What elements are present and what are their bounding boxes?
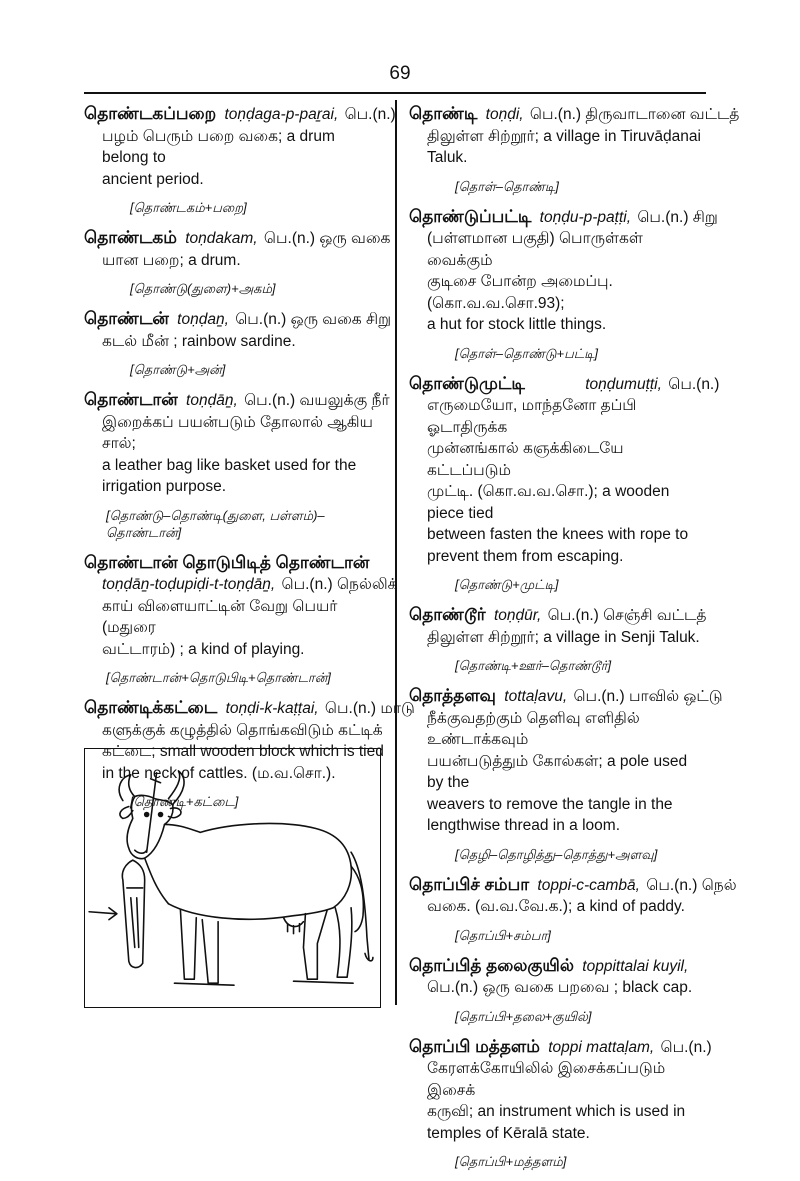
definition-line: in the neck of cattles. (ம.வ.சொ.). [102, 764, 336, 782]
dictionary-entry [409, 103, 740, 169]
transliteration: toṇḍūr, [493, 607, 542, 624]
page-number: 69 [389, 63, 411, 84]
definition-line: prevent them from escaping. [427, 547, 624, 565]
etymology: [தொண்டு+அன்] [130, 362, 226, 377]
definition-line: lengthwise thread in a loom. [427, 817, 621, 834]
definition-line: களுக்குக் கழுத்தில் தொங்கவிடும் கட்டிக் [102, 721, 383, 739]
definition-line: குடிசை போன்ற அமைப்பு. (கொ.வ.வ.சொ.93); [427, 273, 613, 312]
definition-line: (பள்ளமான பகுதி) பொருள்கள் வைக்கும் [427, 230, 643, 269]
definition-line: எருமையோ, மாந்தனோ தப்பி ஓடாதிருக்க [427, 397, 637, 436]
transliteration: toṇḍaṉ, [177, 311, 229, 328]
definition-line: நீக்குவதற்கும் தெளிவு எளிதில் உண்டாக்கவும் [427, 709, 640, 748]
etymology: [தொண்டு–தொண்டி(துளை, பள்ளம்)– [106, 507, 325, 523]
headword: தொண்டான் தொடுபிடித் தொண்டான் [84, 552, 370, 572]
ox-illustration [84, 748, 381, 1008]
etymology: [தெழி–தொழித்து–தொத்து+அளவு] [455, 846, 658, 862]
definition-line: between fasten the knees with rope to [427, 526, 689, 543]
dictionary-entry [84, 552, 398, 661]
dictionary-entry [84, 103, 396, 190]
headword: தொண்டூர் [409, 605, 486, 624]
transliteration: toṇdakam, [185, 230, 258, 247]
transliteration: toppittalai kuyil, [582, 957, 689, 975]
transliteration: toṇḍumuṭṭi, [585, 375, 662, 393]
transliteration: toṇḍāṉ-toḍupiḍi-t-toṇḍāṉ, [102, 576, 276, 593]
definition-line: கருவி; an instrument which is used in [427, 1103, 686, 1120]
grammar-label: பெ.(n.) [668, 375, 720, 393]
definition-line: முட்டி. (கொ.வ.வ.சொ.); a wooden piece tied [427, 483, 670, 522]
definition-line: பயன்படுத்தும் கோல்கள்; a pole used by the [427, 752, 688, 791]
grammar-label: பெ.(n.) [344, 106, 396, 123]
etymology: [தொள்–தொண்டி] [455, 178, 559, 194]
grammar-label: பெ.(n.) நெல் [646, 876, 737, 894]
column-divider [395, 100, 397, 1005]
definition-line: temples of Kēralā state. [427, 1124, 590, 1142]
header-rule [84, 92, 706, 94]
right-column [409, 103, 740, 1181]
grammar-label: பெ.(n.) சிறு [637, 208, 718, 226]
definition-line: திலுள்ள சிற்றூர்; a village in Senji Taluk. [427, 628, 700, 646]
headword: தொண்டகம் [84, 228, 177, 247]
dictionary-entry [84, 308, 392, 352]
dictionary-entry [84, 389, 390, 498]
grammar-label: பெ.(n.) மாடு [324, 700, 415, 717]
dictionary-entry [409, 955, 706, 999]
definition-line: கடல் மீன் ; rainbow sardine. [102, 332, 296, 350]
definition-line: வகை. (வ.வ.வே.க.); a kind of paddy. [427, 898, 685, 915]
definition-line: கேரளக்கோயிலில் இசைக்கப்படும் இசைக் [427, 1060, 666, 1099]
transliteration: toppi mattaḷam, [548, 1038, 655, 1056]
etymology: [தொண்டு(துளை)+அகம்] [130, 281, 276, 296]
dictionary-entry [409, 874, 737, 918]
etymology: [தொண்டகம்+பறை] [130, 200, 247, 215]
headword: தொண்டிக்கட்டை [84, 698, 218, 717]
headword: தொண்டுப்பட்டி [409, 206, 532, 226]
etymology: [தொண்டு+முட்டி] [455, 577, 559, 592]
transliteration: toṇḍi, [485, 106, 524, 123]
left-column [84, 103, 415, 821]
etymology: [தொண்டி+கட்டை] [130, 794, 239, 809]
headword: தொண்டுமுட்டி [409, 373, 525, 393]
definition-line: பழம் பெரும் பறை வகை; a drum belong to [102, 127, 335, 166]
definition-line: a hut for stock little things. [427, 316, 607, 333]
transliteration: toṇḍāṉ, [186, 392, 238, 409]
definition-line: irrigation purpose. [102, 478, 227, 495]
grammar-label: பெ.(n.) ஒரு வகை [263, 230, 391, 247]
transliteration: toṇḍaga-p-paṟai, [224, 106, 339, 123]
ox-with-neck-block-drawing-icon [85, 749, 380, 1007]
definition-line: பெ.(n.) ஒரு வகை பறவை ; black cap. [427, 979, 693, 996]
headword: தொப்பித் தலைகுயில் [409, 955, 574, 975]
definition-line: weavers to remove the tangle in the [427, 795, 673, 813]
headword: தொண்டகப்பறை [84, 104, 217, 123]
grammar-label: பெ.(n.) [660, 1038, 712, 1056]
grammar-label: பெ.(n.) நெல்லிக் [281, 576, 398, 593]
transliteration: toṇḍu-p-paṭṭi, [539, 208, 632, 226]
headword: தொண்டன் [84, 309, 169, 328]
transliteration: toppi-c-cambā, [537, 876, 640, 894]
headword: தொண்டி [409, 104, 478, 123]
etymology: [தொண்டி+ஊர்–தொண்டூர்] [455, 658, 612, 673]
dictionary-entry [409, 604, 706, 648]
grammar-label: பெ.(n.) ஒரு வகை சிறு [235, 311, 392, 328]
dictionary-entry [409, 373, 720, 568]
definition-line: வட்டாரம்) ; a kind of playing. [102, 640, 305, 658]
grammar-label: பெ.(n.) பாவில் ஒட்டு [573, 688, 723, 705]
definition-line: யான பறை; a drum. [102, 251, 241, 269]
definition-line: கட்டை; small wooden block which is tied [102, 743, 384, 760]
headword: தொண்டான் [84, 390, 178, 409]
definition-line: முன்னங்கால் கஞக்கிடையே கட்டப்படும் [427, 440, 624, 479]
definition-line: Taluk. [427, 149, 468, 166]
etymology: [தொள்–தொண்டு+பட்டி] [455, 345, 599, 361]
etymology: [தொப்பி+மத்தளம்] [455, 1154, 567, 1169]
definition-line: காய் விளையாட்டின் வேறு பெயர் (மதுரை [102, 597, 338, 636]
transliteration: toṇḍi-k-kaṭṭai, [225, 700, 319, 717]
dictionary-entry [84, 227, 391, 271]
grammar-label: பெ.(n.) திருவாடானை வட்டத் [529, 106, 740, 123]
headword: தொப்பி மத்தளம் [409, 1036, 540, 1056]
etymology: [தொண்டான்+தொடுபிடி+தொண்டான்] [106, 670, 331, 685]
definition-line: ancient period. [102, 170, 204, 188]
definition-line: இறைக்கப் பயன்படும் தோலால் ஆகிய சால்; [102, 413, 373, 452]
transliteration: tottaḷavu, [504, 688, 568, 705]
definition-line: திலுள்ள சிற்றூர்; a village in Tiruvāḍanai [427, 127, 701, 145]
dictionary-entry [409, 206, 718, 336]
grammar-label: பெ.(n.) செஞ்சி வட்டத் [547, 607, 707, 624]
headword: தொத்தளவு [409, 686, 496, 705]
headword: தொப்பிச் சம்பா [409, 874, 530, 894]
etymology-continued: தொண்டான்] [106, 524, 182, 540]
etymology: [தொப்பி+சம்பா] [455, 927, 551, 943]
definition-line: a leather bag like basket used for the [102, 456, 357, 474]
dictionary-entry [409, 685, 723, 837]
etymology: [தொப்பி+தலை+குயில்] [455, 1008, 592, 1024]
dictionary-entry [409, 1036, 712, 1145]
grammar-label: பெ.(n.) வயலுக்கு நீர் [244, 392, 390, 409]
